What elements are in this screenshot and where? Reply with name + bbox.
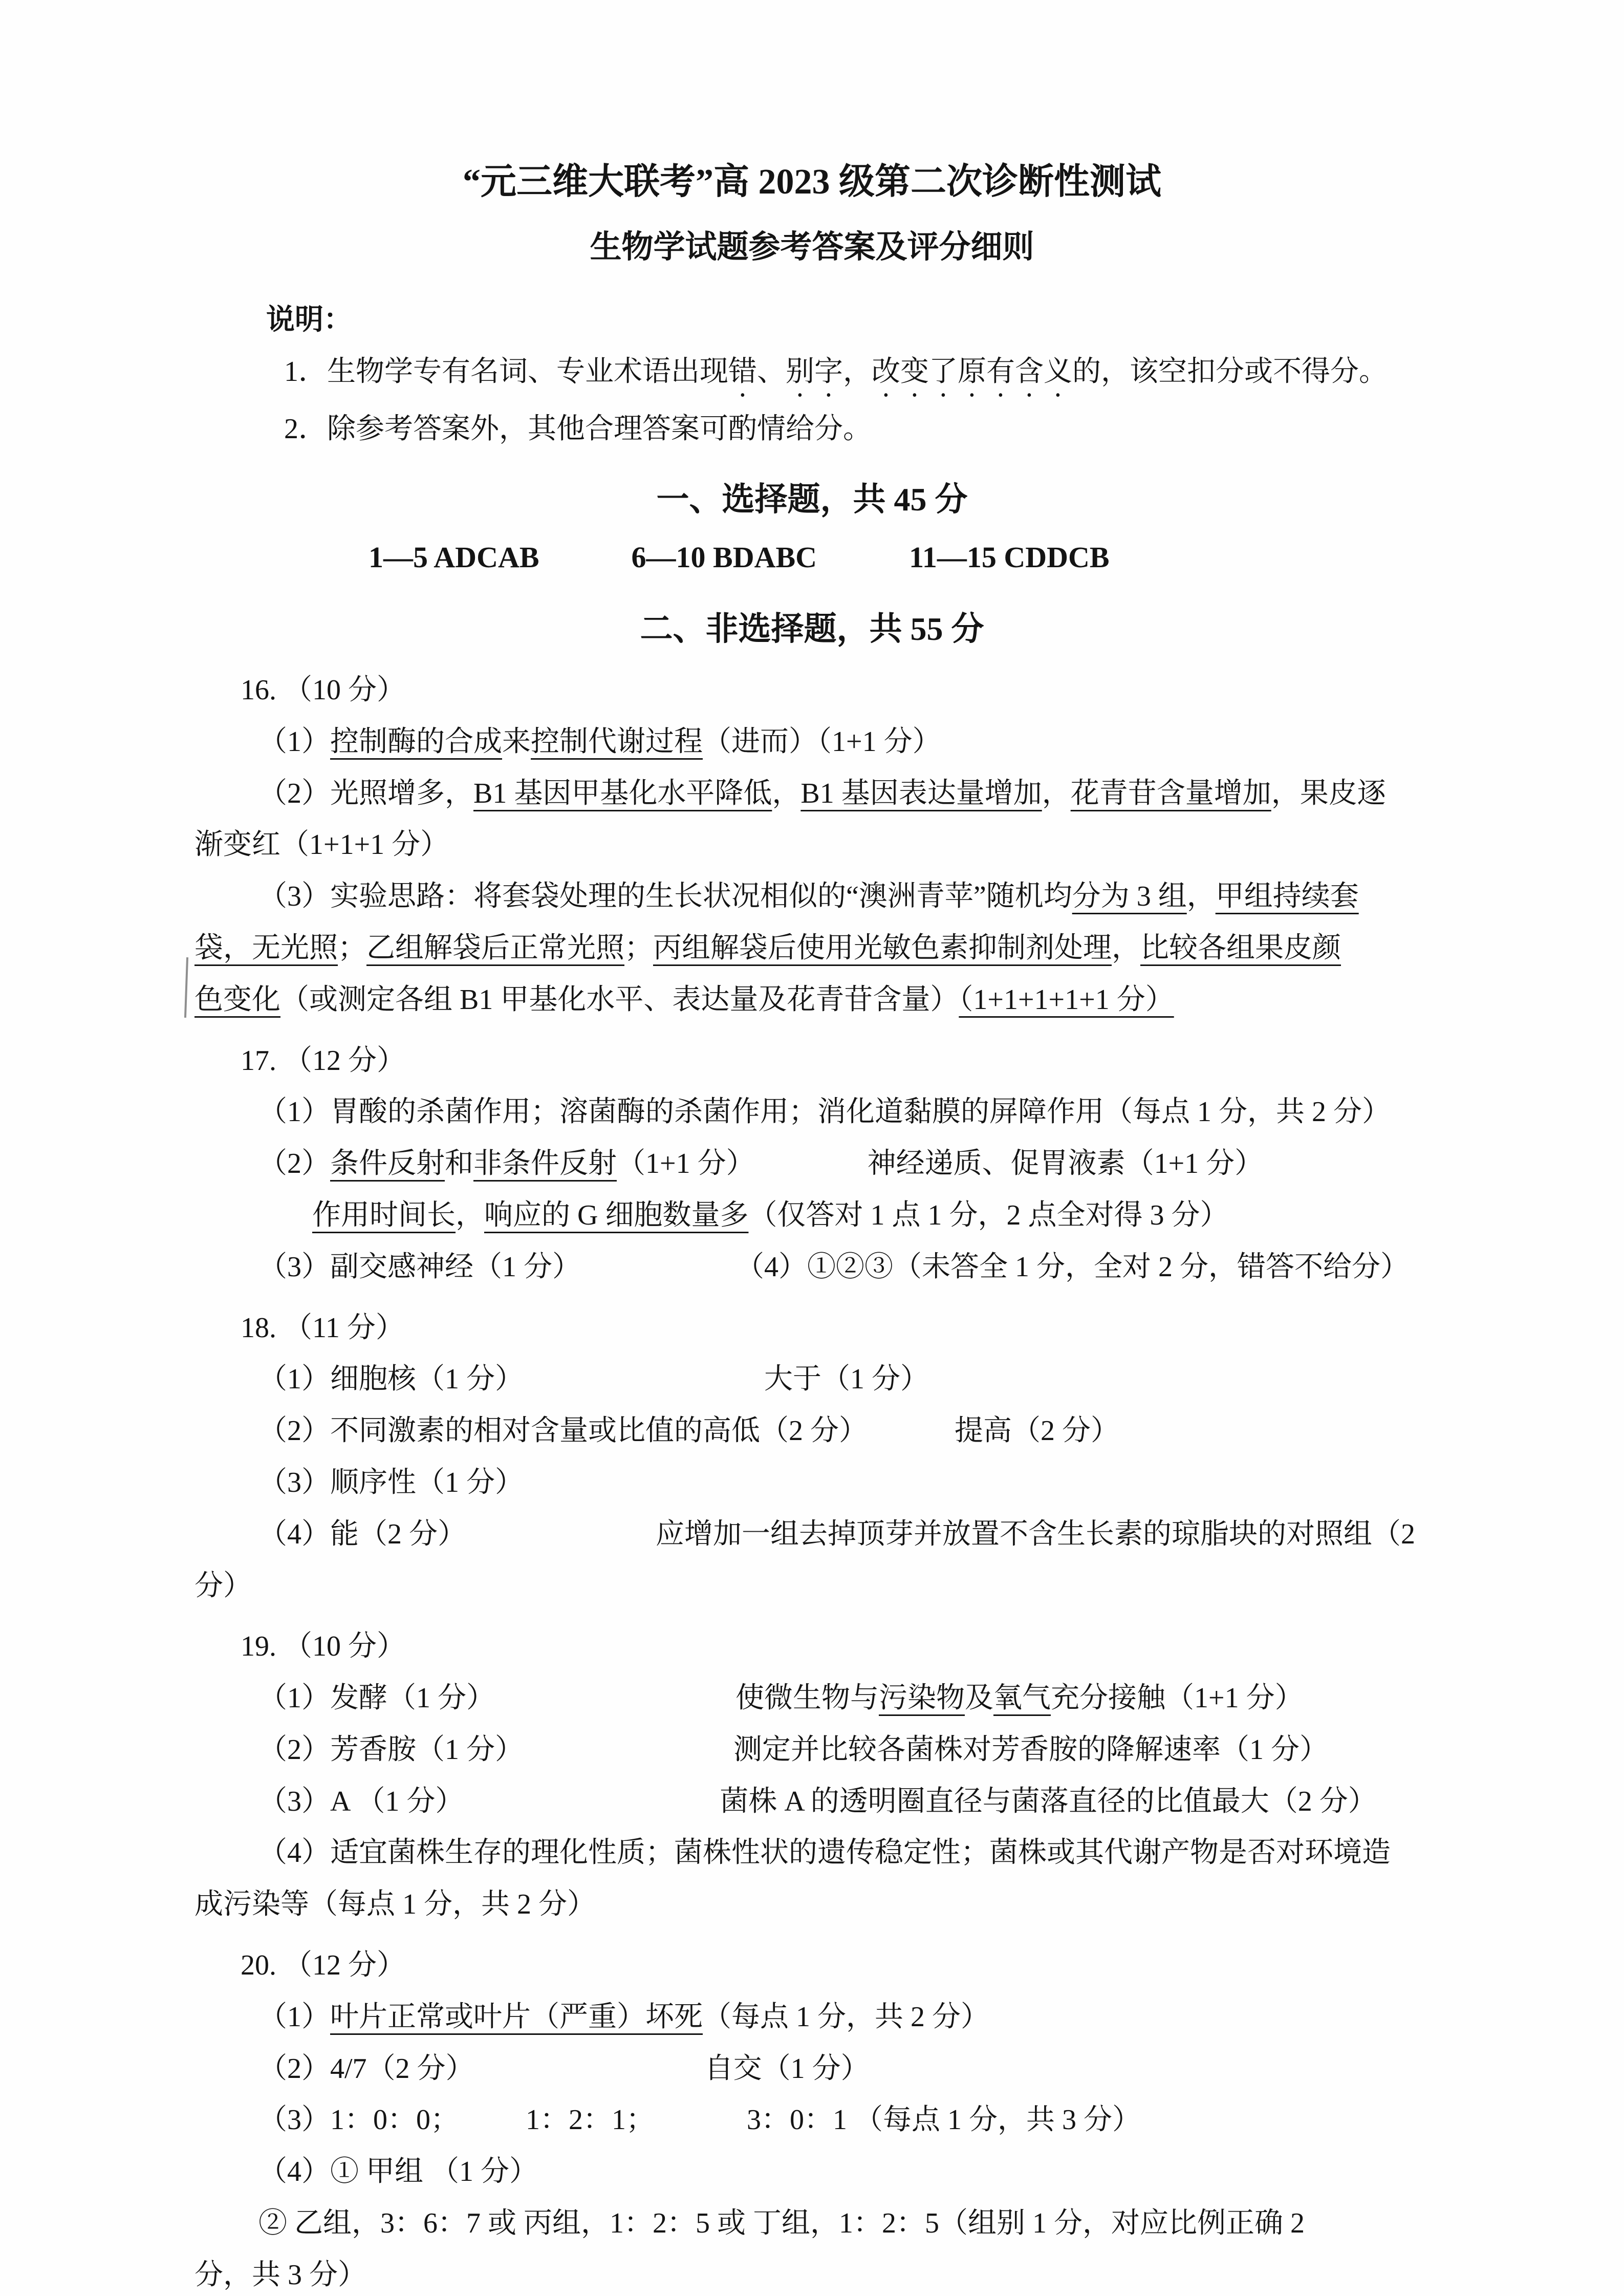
text-segment: ② 乙组，3：6：7 或 丙组，1：2：5 或 丁组，1：2：5（组别 1 分，对应比例正确 2 xyxy=(258,2207,1305,2240)
q18-answer-4 xyxy=(258,1509,1430,1560)
document-body xyxy=(194,294,1430,2296)
q16-answer-3-cont-2 xyxy=(194,974,1430,1026)
q20-answer-3 xyxy=(258,2094,1430,2146)
text-segment: 3：0：1 （每点 1 分，共 3 分） xyxy=(747,2104,1141,2136)
text-segment: （1）细胞核（1 分） xyxy=(258,1363,524,1396)
text-segment: （3）顺序性（1 分） xyxy=(258,1466,524,1498)
q18-answer-2 xyxy=(258,1405,1430,1457)
text-segment: （2）芳香胺（1 分） xyxy=(258,1733,524,1766)
underlined-text: 条件反射 xyxy=(330,1148,445,1180)
q17-answer-2 xyxy=(258,1138,1430,1190)
q19-answer-4 xyxy=(258,1827,1430,1879)
text-segment: 神经递质、促胃液素（1+1 分） xyxy=(867,1148,1264,1180)
text-segment: （1） xyxy=(258,725,330,758)
text-segment: （1）发酵（1 分） xyxy=(258,1682,495,1714)
text-segment: 1—5 ADCAB xyxy=(369,541,539,574)
underlined-text: B1 基因表达量增加 xyxy=(800,777,1042,809)
underlined-text: 丙组解袋后使用光敏色素抑制剂处理 xyxy=(653,932,1112,964)
text-segment: 分，共 3 分） xyxy=(194,2259,366,2291)
q20-answer-1 xyxy=(258,1991,1430,2043)
stray-pen-mark xyxy=(184,957,188,1018)
q17-answer-1 xyxy=(258,1086,1430,1138)
text-segment: 18. （11 分） xyxy=(241,1312,404,1344)
underlined-text: （1+1+1+1+1 分） xyxy=(959,983,1174,1016)
text-segment: 自交（1 分） xyxy=(704,2052,870,2085)
underlined-text: B1 基因甲基化水平降低 xyxy=(473,777,772,809)
text-segment: （1） xyxy=(258,2001,330,2033)
text-segment: 19. （10 分） xyxy=(241,1630,405,1663)
text-segment: 成污染等（每点 1 分，共 2 分） xyxy=(194,1889,596,1921)
text-segment: ； xyxy=(338,932,366,964)
underlined-text: 响应的 G 细胞数量多 xyxy=(484,1199,749,1231)
text-segment: 11—15 CDDCB xyxy=(909,541,1110,574)
text-segment: （1）胃酸的杀菌作用；溶菌酶的杀菌作用；消化道黏膜的屏障作用（每点 1 分，共 2 分） xyxy=(258,1096,1391,1128)
text-segment: 使微生物与 xyxy=(735,1682,879,1714)
section-1-heading xyxy=(194,474,1430,526)
q16-answer-3 xyxy=(258,871,1430,922)
q19-answer-2 xyxy=(258,1724,1430,1776)
q17-header xyxy=(241,1035,1430,1087)
q18-answer-3 xyxy=(258,1457,1430,1509)
underlined-text: 乙组解袋后正常光照 xyxy=(366,932,624,964)
underlined-text: 氧气 xyxy=(993,1682,1051,1714)
q20-header xyxy=(241,1940,1430,1991)
q19-header xyxy=(241,1621,1430,1672)
q19-answer-1 xyxy=(258,1672,1430,1724)
q16-answer-2 xyxy=(258,768,1430,820)
text-segment: 一、选择题，共 45 分 xyxy=(656,481,968,518)
text-segment: 的，该空扣分或不得分。 xyxy=(1072,355,1388,388)
q18-answer-1 xyxy=(258,1354,1430,1405)
underlined-text: 花青苷含量增加 xyxy=(1070,777,1271,809)
choice-answers xyxy=(369,531,1430,584)
text-segment: 说明： xyxy=(266,304,352,336)
text-segment: （仅答对 1 点 1 分，2 点全对得 3 分） xyxy=(748,1199,1229,1231)
page-title: “元三维大联考”高 2023 级第二次诊断性测试 xyxy=(463,162,1161,202)
text-segment: 菌株 A 的透明圈直径与菌落直径的比值最大（2 分） xyxy=(720,1785,1377,1817)
text-segment: 6—10 BDABC xyxy=(631,541,817,574)
underlined-text: 控制酶的合成 xyxy=(330,725,502,758)
text-segment: （2）光照增多， xyxy=(258,777,473,809)
section-2-heading xyxy=(194,603,1430,655)
note-1 xyxy=(284,346,1430,403)
q16-answer-3-cont-1 xyxy=(194,922,1430,974)
underlined-text: 色变化 xyxy=(194,983,280,1016)
q20-answer-2 xyxy=(258,2043,1430,2095)
text-segment: 大于（1 分） xyxy=(764,1363,929,1396)
text-segment: 分） xyxy=(194,1570,252,1602)
text-segment: （4）能（2 分） xyxy=(258,1518,466,1550)
text-segment: ，果皮逐 xyxy=(1271,777,1386,809)
text-segment: ， xyxy=(772,777,801,809)
text-segment: 及 xyxy=(965,1682,993,1714)
q16-header xyxy=(241,664,1430,716)
text-segment: （1+1 分） xyxy=(617,1148,755,1180)
text-segment: ； xyxy=(624,932,653,964)
text-segment: 1．生物学专有名词、专业术语出现 xyxy=(284,355,728,388)
q20-answer-4-2-cont xyxy=(194,2249,1430,2296)
text-segment: （或测定各组 B1 甲基化水平、表达量及花青苷含量） xyxy=(280,983,959,1016)
q19-answer-3 xyxy=(258,1776,1430,1828)
text-segment: 渐变红（1+1+1 分） xyxy=(194,829,449,861)
q16-answer-2-cont xyxy=(194,819,1430,871)
text-segment: （3）A （1 分） xyxy=(258,1785,464,1817)
text-segment: ， xyxy=(1042,777,1071,809)
text-segment: 1：2：1； xyxy=(526,2104,655,2136)
underlined-text: 比较各组果皮颜 xyxy=(1140,932,1341,964)
text-segment: （2） xyxy=(258,1148,330,1180)
note-2 xyxy=(284,403,1430,455)
text-segment: ， xyxy=(1112,932,1140,964)
text-segment: （4）①②③（未答全 1 分，全对 2 分，错答不给分） xyxy=(750,1251,1409,1283)
underlined-text: 污染物 xyxy=(879,1682,965,1714)
underlined-text: 叶片正常或叶片（严重）坏死 xyxy=(330,2001,703,2033)
q17-answer-3-4 xyxy=(258,1241,1430,1293)
text-segment: 改变了原有含义 xyxy=(872,355,1072,388)
notes-label xyxy=(266,294,1430,346)
underlined-text: 甲组持续套 xyxy=(1215,881,1359,913)
text-segment: 应增加一组去掉顶芽并放置不含生长素的琼脂块的对照组（2 xyxy=(656,1518,1415,1550)
text-segment: （4）① 甲组 （1 分） xyxy=(258,2156,538,2188)
underlined-text: 非条件反射 xyxy=(473,1148,617,1180)
underlined-text: 作用时间长 xyxy=(312,1199,456,1231)
text-segment: （2）不同激素的相对含量或比值的高低（2 分） xyxy=(258,1415,868,1447)
text-segment: 充分接触（1+1 分） xyxy=(1051,1682,1304,1714)
text-segment: 错、别字 xyxy=(728,355,843,388)
q18-header xyxy=(241,1302,1430,1354)
q19-answer-4-cont xyxy=(194,1879,1430,1930)
text-segment: 和 xyxy=(445,1148,473,1180)
text-segment: ， xyxy=(843,355,872,388)
text-segment: 20. （12 分） xyxy=(241,1949,405,1982)
text-segment: 测定并比较各菌株对芳香胺的降解速率（1 分） xyxy=(733,1733,1328,1766)
text-segment: 二、非选择题，共 55 分 xyxy=(640,610,984,647)
underlined-text: 分为 3 组 xyxy=(1072,881,1187,913)
page-subtitle: 生物学试题参考答案及评分细则 xyxy=(590,230,1034,265)
q20-answer-4-2 xyxy=(258,2198,1430,2249)
q17-answer-2-cont xyxy=(312,1190,1430,1241)
text-segment: 16. （10 分） xyxy=(241,674,405,706)
text-segment: （3）副交感神经（1 分） xyxy=(258,1251,581,1283)
text-segment: ， xyxy=(456,1199,484,1231)
text-segment: （3）实验思路：将套袋处理的生长状况相似的“澳洲青苹”随机均 xyxy=(258,881,1072,913)
text-segment: ， xyxy=(1186,881,1216,913)
text-segment: 提高（2 分） xyxy=(955,1415,1119,1447)
q16-answer-1 xyxy=(258,716,1430,768)
q18-answer-4-cont xyxy=(194,1560,1430,1612)
q20-answer-4-1 xyxy=(258,2146,1430,2198)
text-segment: 来 xyxy=(502,725,531,758)
text-segment: （2）4/7（2 分） xyxy=(258,2052,474,2085)
underlined-text: 袋，无光照 xyxy=(194,932,338,964)
text-segment: 17. （12 分） xyxy=(241,1044,405,1077)
text-segment: （4）适宜菌株生存的理化性质；菌株性状的遗传稳定性；菌株或其代谢产物是否对环境造 xyxy=(258,1837,1391,1869)
text-segment: （进而）（1+1 分） xyxy=(703,725,941,758)
underlined-text: 控制代谢过程 xyxy=(531,725,703,758)
text-segment: 2．除参考答案外，其他合理答案可酌情给分。 xyxy=(284,413,872,445)
text-segment: （3）1：0：0； xyxy=(258,2104,459,2136)
text-segment: （每点 1 分，共 2 分） xyxy=(703,2001,989,2033)
